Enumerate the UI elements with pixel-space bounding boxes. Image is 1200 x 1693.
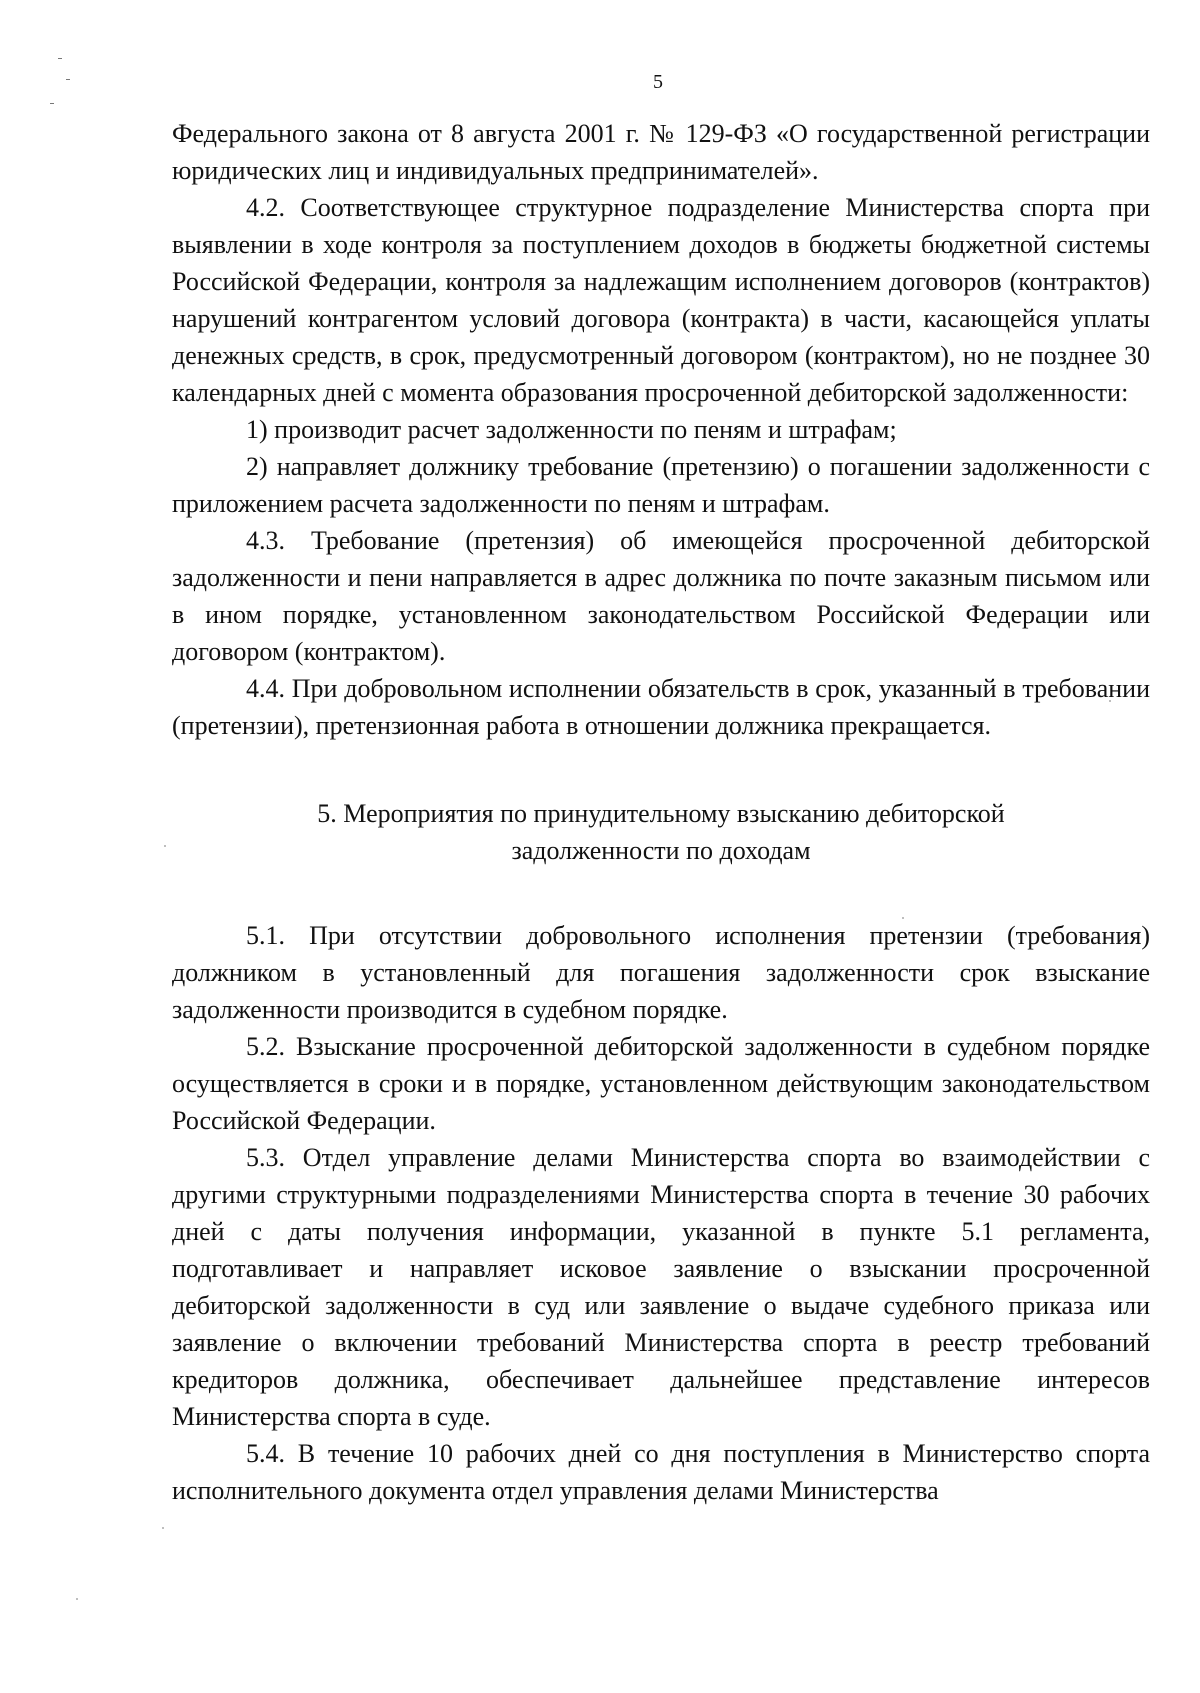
section-heading: [172, 795, 1150, 869]
page-number: 5: [653, 71, 663, 93]
paragraph: 5.1. При отсутствии добровольного исполнения претензии (требования) должником в установленный для погашения задолженности срок взыскание задолженности производится в судебном порядке.: [172, 921, 1150, 1024]
document-body: [172, 115, 1150, 1509]
paragraph: 4.4. При добровольном исполнении обязательств в срок, указанный в требовании (претензии), претензионная работа в отношении должника прекращается.: [172, 674, 1150, 740]
scan-mark: [58, 58, 62, 59]
paragraph: 4.3. Требование (претензия) об имеющейся просроченной дебиторской задолженности и пени направляется в адрес должника по почте заказным письмом или в ином порядке, установленном законодательством Российской Федерации или договором (контрактом).: [172, 526, 1150, 666]
section-heading-line: 5. Мероприятия по принудительному взысканию дебиторской: [317, 799, 1005, 828]
paragraph: 5.4. В течение 10 рабочих дней со дня поступления в Министерство спорта исполнительного документа отдел управления делами Министерства: [172, 1439, 1150, 1505]
paragraph: 5.2. Взыскание просроченной дебиторской задолженности в судебном порядке осуществляется в сроки и в порядке, установленном действующим законодательством Российской Федерации.: [172, 1032, 1150, 1135]
paragraph: 4.2. Соответствующее структурное подразделение Министерства спорта при выявлении в ходе контроля за поступлением доходов в бюджеты бюджетной системы Российской Федерации, контроля за надлежащим исполнением договоров (контрактов) нарушений контрагентом условий договора (контракта) в части, касающейся уплаты денежных средств, в срок, предусмотренный договором (контрактом), но не позднее 30 календарных дней с момента образования просроченной дебиторской задолженности:: [172, 193, 1150, 407]
paragraph: Федерального закона от 8 августа 2001 г. № 129-ФЗ «О государственной регистрации юридических лиц и индивидуальных предпринимателей».: [172, 119, 1150, 185]
scan-dot: [164, 845, 166, 847]
section-heading-line: задолженности по доходам: [511, 836, 811, 865]
paragraph: 2) направляет должнику требование (претензию) о погашении задолженности с приложением расчета задолженности по пеням и штрафам.: [172, 452, 1150, 518]
paragraph: 1) производит расчет задолженности по пеням и штрафам;: [246, 415, 897, 444]
paragraph: 5.3. Отдел управление делами Министерства спорта во взаимодействии с другими структурными подразделениями Министерства спорта в течение 30 рабочих дней с даты получения информации, указанной в пункте 5.1 регламента, подготавливает и направляет исковое заявление о взыскании просроченной дебиторской задолженности в суд или заявление о выдаче судебного приказа или заявление о включении требований Министерства спорта в реестр требований кредиторов должника, обеспечивает дальнейшее представление интересов Министерства спорта в суде.: [172, 1143, 1150, 1431]
scan-dot: [76, 1598, 78, 1600]
scan-dot: [162, 1527, 164, 1529]
scan-mark: [50, 103, 54, 104]
